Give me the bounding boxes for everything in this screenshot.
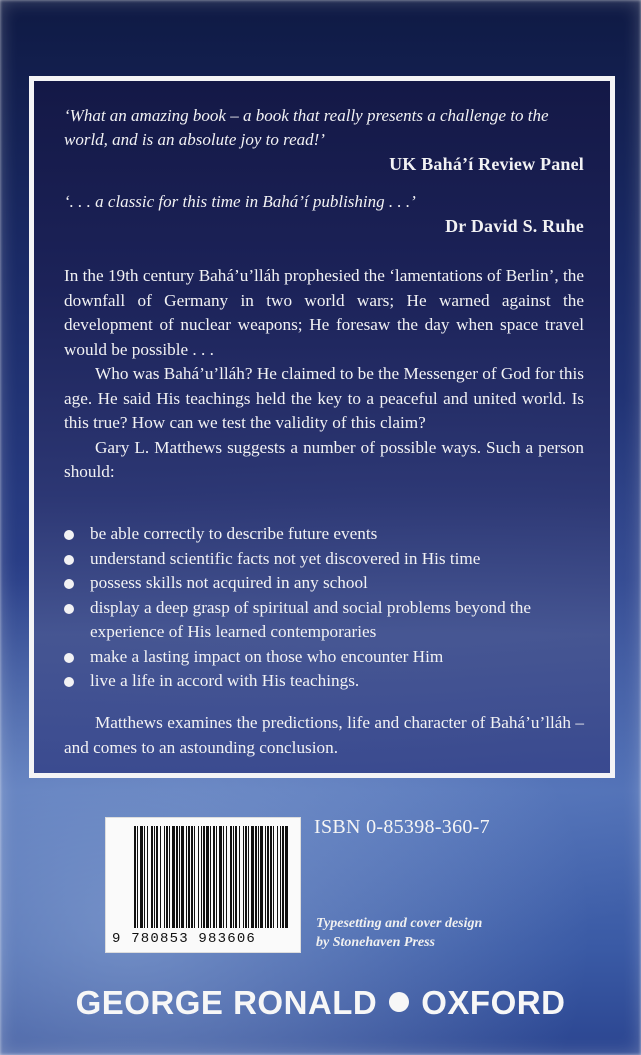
barcode xyxy=(105,817,301,953)
blurb-intro xyxy=(64,264,584,485)
design-credit xyxy=(316,914,482,952)
bullet-icon xyxy=(64,604,74,614)
bullet-icon xyxy=(64,530,74,540)
list-item xyxy=(64,571,590,596)
blurb-paragraph: In the 19th century Bahá’u’lláh prophesied the ‘lamentations of Berlin’, the downfall of Germany in two world wars; He warned against the development of nuclear weapons; He foresaw the day when space travel would be possible . . . xyxy=(64,266,584,359)
isbn-number: ISBN 0-85398-360-7 xyxy=(314,816,490,838)
list-item xyxy=(64,669,590,694)
list-item xyxy=(64,547,590,572)
review-quote-1: ‘What an amazing book – a book that really presents a challenge to the world, and is an absolute joy to read!’ xyxy=(64,106,549,149)
blurb-closing: Matthews examines the predictions, life and character of Bahá’u’lláh – and comes to an astounding conclusion. xyxy=(64,713,584,757)
barcode-digits: 9 780853 983606 xyxy=(112,931,257,947)
bullet-icon xyxy=(64,653,74,663)
review-attribution-2: Dr David S. Ruhe xyxy=(445,216,584,236)
bullet-separator-icon xyxy=(389,992,409,1012)
barcode-icon xyxy=(134,826,290,930)
list-item-text: display a deep grasp of spiritual and social problems beyond the experience of His learned contemporaries xyxy=(90,597,532,641)
list-item xyxy=(64,596,590,645)
list-item-text: possess skills not acquired in any school xyxy=(90,573,368,592)
blurb-paragraph: Gary L. Matthews suggests a number of possible ways. Such a person should: xyxy=(64,437,584,481)
publisher-city: OXFORD xyxy=(421,984,566,1021)
credit-line-1: Typesetting and cover design xyxy=(316,916,483,931)
bullet-icon xyxy=(64,555,74,565)
review-quote-2: ‘. . . a classic for this time in Bahá’í publishing . . .’ xyxy=(64,192,416,211)
list-item xyxy=(64,522,590,547)
list-item xyxy=(64,645,590,670)
blurb-paragraph: Who was Bahá’u’lláh? He claimed to be the Messenger of God for this age. He said His teachings held the key to a peaceful and united world. Is this true? How can we test the validity of this claim? xyxy=(64,364,584,432)
review-attribution-1: UK Bahá’í Review Panel xyxy=(389,154,584,174)
bullet-icon xyxy=(64,579,74,589)
credit-line-2: by Stonehaven Press xyxy=(316,935,435,950)
list-item-text: understand scientific facts not yet discovered in His time xyxy=(90,548,481,568)
criteria-list xyxy=(64,522,590,694)
publisher-imprint xyxy=(0,984,641,1022)
blurb-panel xyxy=(29,76,615,778)
publisher-name: GEORGE RONALD xyxy=(75,984,378,1021)
bullet-icon xyxy=(64,677,74,687)
list-item-text: live a life in accord with His teachings. xyxy=(90,671,360,690)
list-item-text: make a lasting impact on those who encounter Him xyxy=(90,646,444,666)
list-item-text: be able correctly to describe future events xyxy=(90,524,378,543)
